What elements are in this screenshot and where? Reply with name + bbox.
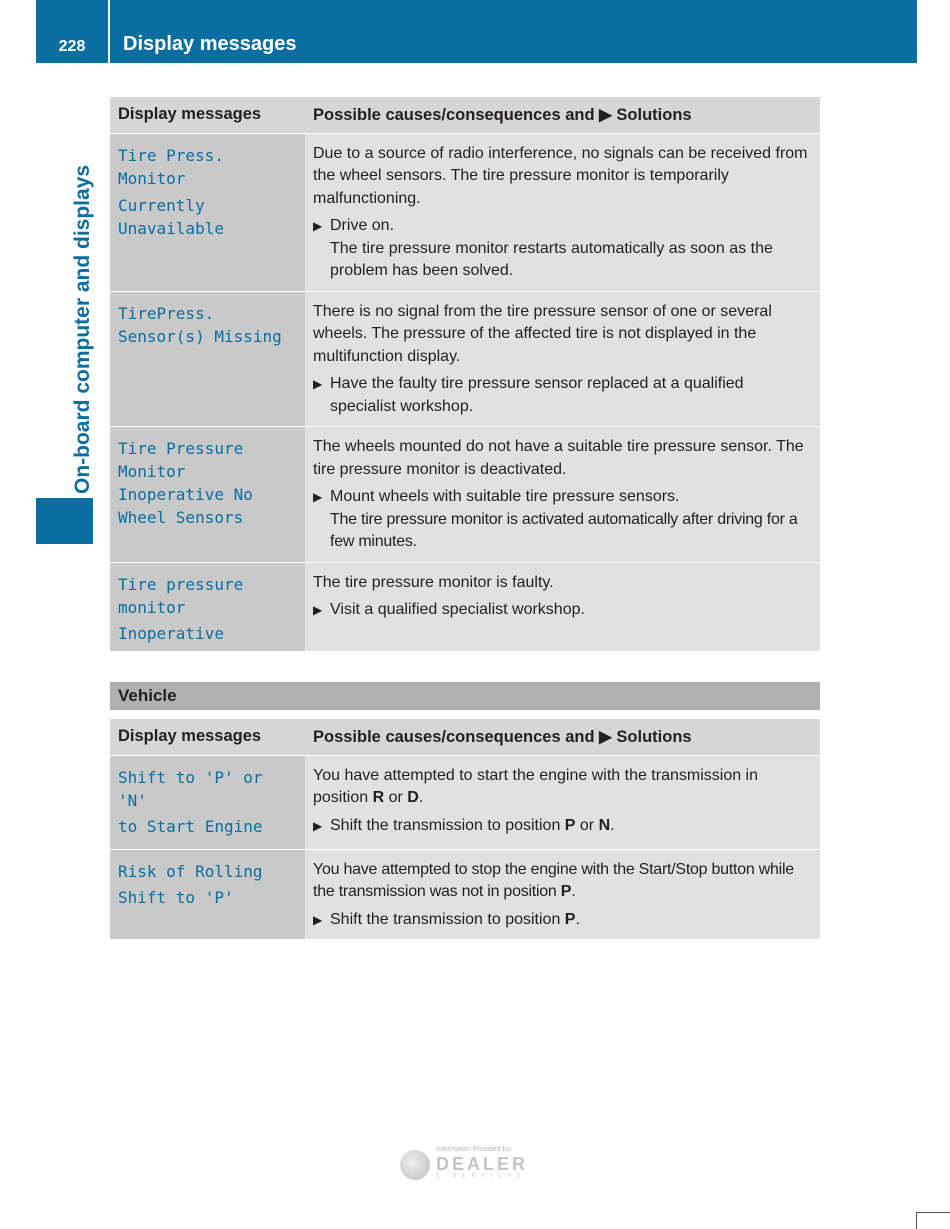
cause-text: The tire pressure monitor is faulty. xyxy=(313,573,554,591)
solution-text xyxy=(330,909,812,932)
column-header-causes-label: Possible causes/consequences and xyxy=(313,105,600,124)
display-message-line: Tire Press. Monitor xyxy=(118,145,224,188)
solution-text-part: . xyxy=(575,910,580,928)
solution-text: Mount wheels with suitable tire pressure sensors. xyxy=(330,488,680,505)
solution-item xyxy=(313,215,812,283)
display-message-cell xyxy=(110,755,305,849)
triangle-right-icon: ▶ xyxy=(313,219,323,233)
column-header-messages: Display messages xyxy=(110,97,305,133)
dealer-watermark-logo xyxy=(398,1146,548,1186)
display-message-line: Unavailable xyxy=(118,218,224,238)
solution-item xyxy=(313,599,812,622)
page-header xyxy=(36,0,917,63)
gear-position: P xyxy=(564,910,576,928)
gear-position: R xyxy=(372,789,385,806)
display-message-cell xyxy=(110,562,305,651)
section-tab-marker xyxy=(36,498,93,544)
column-header-causes-label: Possible causes/consequences and xyxy=(313,727,600,746)
watermark-brand-text: DEALER xyxy=(436,1154,529,1174)
table-row xyxy=(110,755,820,849)
gear-position: P xyxy=(564,816,576,834)
cause-text: Due to a source of radio interference, no signals can be received from the wheel sensors. The tire pressure monitor is temporarily malfunctioning. xyxy=(313,144,808,207)
solution-note: The tire pressure monitor is activated automatically after driving for a few minutes. xyxy=(330,510,798,550)
display-message-line: monitor xyxy=(118,597,186,617)
solution-item xyxy=(313,373,812,418)
display-message-line: Tire Pressure xyxy=(118,439,244,458)
column-header-messages: Display messages xyxy=(110,719,305,755)
cause-text-part: . xyxy=(418,789,424,806)
solution-note: The tire pressure monitor restarts automatically as soon as the problem has been solved. xyxy=(330,239,773,279)
triangle-right-icon: ▶ xyxy=(599,105,612,124)
display-message-line: to Start Engine xyxy=(118,816,263,836)
display-messages-table-tire xyxy=(110,97,820,652)
display-message-line: Inoperative No xyxy=(118,485,253,504)
display-message-cell xyxy=(110,427,305,563)
page-title: Display messages xyxy=(123,33,297,55)
gear-position: P xyxy=(560,883,572,900)
gear-position: D xyxy=(407,789,419,806)
cause-text: The wheels mounted do not have a suitable tire pressure sensor. The tire pressure monitor is deactivated. xyxy=(313,438,804,478)
cause-cell xyxy=(305,291,820,427)
watermark-sub-text: E-SERVICES xyxy=(436,1173,527,1179)
cause-text-part: You have attempted to stop the engine with the Start/Stop button while the transmission was not in position xyxy=(313,860,794,900)
cause-cell xyxy=(305,133,820,291)
cause-text-part: You have attempted to start the engine with the transmission in position xyxy=(313,766,759,806)
triangle-right-icon: ▶ xyxy=(313,490,323,504)
page-number: 228 xyxy=(36,0,110,63)
solution-text: Drive on. xyxy=(330,217,395,234)
display-message-line: Monitor xyxy=(118,462,186,481)
column-header-causes xyxy=(305,719,820,755)
solution-item xyxy=(313,815,812,838)
table-row xyxy=(110,849,820,940)
solution-text: Visit a qualified specialist workshop. xyxy=(330,601,585,618)
solution-item xyxy=(313,486,812,554)
display-message-cell xyxy=(110,291,305,427)
solution-text xyxy=(330,815,812,838)
solution-text-part: . xyxy=(610,816,615,834)
cause-text xyxy=(313,859,812,904)
table-header-row xyxy=(110,719,820,755)
triangle-right-icon: ▶ xyxy=(599,727,612,746)
crop-mark xyxy=(916,1212,950,1229)
cause-text-part: . xyxy=(571,883,576,900)
logo-emblem-icon xyxy=(400,1150,430,1180)
cause-text-part: or xyxy=(384,789,408,806)
solution-text-part: Shift the transmission to position xyxy=(330,910,565,928)
cause-text xyxy=(313,765,812,810)
table-row xyxy=(110,562,820,651)
cause-cell xyxy=(305,562,820,651)
column-header-causes xyxy=(305,97,820,133)
table-row xyxy=(110,291,820,427)
display-message-line: Shift to 'P' xyxy=(118,887,234,907)
cause-text: There is no signal from the tire pressure sensor of one or several wheels. The pressure of the affected tire is not displayed in the multifunction display. xyxy=(313,302,772,365)
table-row xyxy=(110,133,820,291)
gear-position: N xyxy=(598,816,611,834)
display-message-line: Currently xyxy=(118,195,205,215)
display-message-line: Risk of Rolling xyxy=(118,861,263,881)
column-header-solutions-label: Solutions xyxy=(611,727,692,746)
solution-text: Have the faulty tire pressure sensor replaced at a qualified specialist workshop. xyxy=(330,375,744,415)
triangle-right-icon: ▶ xyxy=(313,912,323,927)
cause-cell xyxy=(305,755,820,849)
triangle-right-icon: ▶ xyxy=(313,603,323,617)
display-message-line: Wheel Sensors xyxy=(118,508,244,527)
solution-item xyxy=(313,909,812,932)
display-message-line: Shift to 'P' or 'N' xyxy=(118,767,263,810)
display-message-line: Inoperative xyxy=(118,623,224,643)
watermark-small-text: Information Provided by: xyxy=(436,1146,512,1153)
section-side-label: On-board computer and displays xyxy=(71,164,94,494)
triangle-right-icon: ▶ xyxy=(313,377,323,391)
display-message-line: Tire pressure xyxy=(118,574,244,594)
display-messages-table-vehicle xyxy=(110,719,820,940)
table-row xyxy=(110,427,820,563)
table-header-row xyxy=(110,97,820,133)
display-message-cell xyxy=(110,849,305,940)
solution-text-part: or xyxy=(575,816,599,834)
display-message-cell xyxy=(110,133,305,291)
display-message-line: TirePress. xyxy=(118,303,215,323)
display-message-line: Sensor(s) Missing xyxy=(118,326,282,346)
solution-text-part: Shift the transmission to position xyxy=(330,816,565,834)
cause-cell xyxy=(305,849,820,940)
section-heading-vehicle: Vehicle xyxy=(110,682,820,710)
cause-cell xyxy=(305,427,820,563)
column-header-solutions-label: Solutions xyxy=(611,105,692,124)
triangle-right-icon: ▶ xyxy=(313,818,323,833)
